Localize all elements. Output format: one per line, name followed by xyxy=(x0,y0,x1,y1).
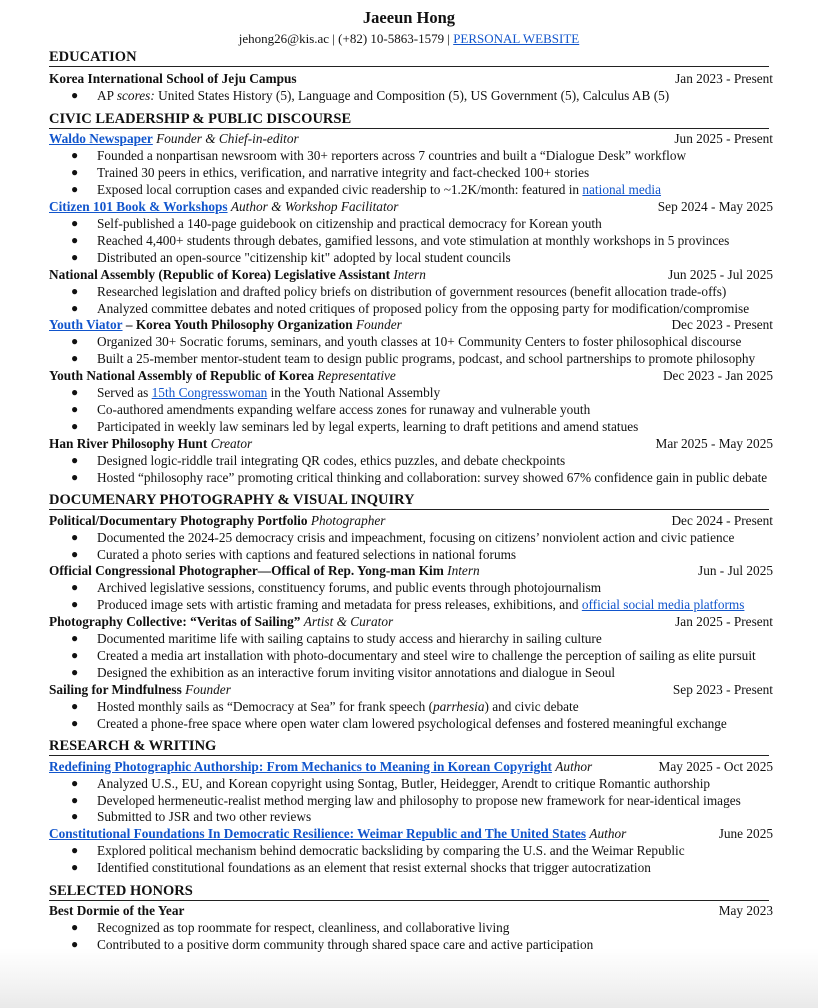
role: Founder xyxy=(356,317,402,332)
bullet-item: ● Curated a photo series with captions and featured selections in national forums xyxy=(71,547,517,562)
photographic-authorship-paper-link[interactable]: Redefining Photographic Authorship: From Mechanics to Meaning in Korean Copyright xyxy=(49,759,552,774)
contact-info: jehong26@kis.ac | (+82) 10-5863-1579 | xyxy=(238,31,450,46)
bullet-item: ● Identified constitutional foundations as an element that resist external shocks that trigger autocratization xyxy=(71,860,651,875)
national-media-link[interactable]: national media xyxy=(582,182,662,197)
bullet-item: ● Researched legislation and drafted policy briefs on distribution of government resources (benefit allocation trade-offs) xyxy=(71,284,727,299)
entry-date: May 2023 xyxy=(718,903,773,918)
role: Creator xyxy=(210,436,253,451)
bullet-item: ● Served as 15th Congresswoman in the Youth National Assembly xyxy=(71,385,441,400)
bullet-item: ● Produced image sets with artistic framing and metadata for press releases, exhibitions, and official social media platforms xyxy=(71,597,745,612)
role: Representative xyxy=(317,368,396,383)
role: Founder xyxy=(185,682,231,697)
bullet-item: ● Archived legislative sessions, constituency forums, and public events through photojournalism xyxy=(71,580,602,595)
entry-date: Mar 2025 - May 2025 xyxy=(655,436,773,451)
citizen-101-link[interactable]: Citizen 101 Book & Workshops xyxy=(49,199,228,214)
entry-date: Jun 2025 - Jul 2025 xyxy=(668,267,773,282)
bullet-item: ● Founded a nonpartisan newsroom with 30+ reporters across 7 countries and built a “Dialogue Desk” workflow xyxy=(71,148,687,163)
org-name: Best Dormie of the Year xyxy=(49,903,185,918)
role: Photographer xyxy=(310,513,386,528)
bullet-item: ● Reached 4,400+ students through debates, gamified lessons, and vote stimulation at monthly workshops in 5 provinces xyxy=(71,233,730,248)
entry-date: Dec 2024 - Present xyxy=(671,513,773,528)
role: Author & Workshop Facilitator xyxy=(230,199,399,214)
entry-date: Dec 2023 - Present xyxy=(671,317,773,332)
entry-header xyxy=(49,130,773,147)
org-name: Youth National Assembly of Republic of Korea xyxy=(49,368,314,383)
section-heading-honors: SELECTED HONORS xyxy=(49,882,769,901)
role: Intern xyxy=(447,563,480,578)
bullet-item: ● Trained 30 peers in ethics, verification, and narrative integrity and fact-checked 100+ stories xyxy=(71,165,590,180)
bullet-item: ● Documented maritime life with sailing captains to study access and hierarchy in sailing culture xyxy=(71,631,602,646)
bullet-item: ● Co-authored amendments expanding welfare access zones for runaway and vulnerable youth xyxy=(71,402,591,417)
bullet-item: ● Hosted “philosophy race” promoting critical thinking and collaboration: survey showed 67% confidence gain in public debate xyxy=(71,470,768,485)
contact-line xyxy=(49,30,769,47)
congresswoman-link[interactable]: 15th Congresswoman xyxy=(151,385,268,400)
bullet-item: ● Documented the 2024-25 democracy crisis and impeachment, focusing on citizens’ nonviolent action and civic patience xyxy=(71,530,735,545)
role: Author xyxy=(555,759,593,774)
entry-date: Sep 2024 - May 2025 xyxy=(657,199,773,214)
youth-viator-link[interactable]: Youth Viator xyxy=(49,317,123,332)
bullet-item: ● Analyzed U.S., EU, and Korean copyright using Sontag, Butler, Heidegger, Arendt to critique Romantic authorship xyxy=(71,776,711,791)
org-name: Sailing for Mindfulness xyxy=(49,682,182,697)
org-name: Photography Collective: “Veritas of Sailing” xyxy=(49,614,301,629)
entry-header xyxy=(49,613,773,630)
org-name: Han River Philosophy Hunt xyxy=(49,436,208,451)
bullet-item: ● Exposed local corruption cases and expanded civic readership to ~1.2K/month: featured in national media xyxy=(71,182,662,197)
entry-header xyxy=(49,681,773,698)
bullet-item: ● Created a media art installation with photo-documentary and steel wire to challenge the perception of sailing as elite pursuit xyxy=(71,648,756,663)
entry-header xyxy=(49,316,773,333)
bullet-item: ● AP scores: United States History (5), Language and Composition (5), US Government (5), Calculus AB (5) xyxy=(71,88,670,103)
entry-header xyxy=(49,902,773,919)
entry-date: Jan 2023 - Present xyxy=(675,71,773,86)
bullet-item: ● Developed hermeneutic-realist method merging law and philosophy to propose new framework for near-identical images xyxy=(71,793,741,808)
entry-header xyxy=(49,562,773,579)
org-name: – Korea Youth Philosophy Organization xyxy=(125,317,353,332)
section-heading-photography: DOCUMENARY PHOTOGRAPHY & VISUAL INQUIRY xyxy=(49,491,769,510)
bullet-item: ● Created a phone-free space where open water clam lowered psychological defenses and fostered meaningful exchange xyxy=(71,716,727,731)
org-name: National Assembly (Republic of Korea) Legislative Assistant xyxy=(49,267,391,282)
bullet-item: ● Hosted monthly sails as “Democracy at Sea” for frank speech (parrhesia) and civic debate xyxy=(71,699,579,714)
entry-header xyxy=(49,435,773,452)
bullet-item: ● Self-published a 140-page guidebook on citizenship and practical democracy for Korean youth xyxy=(71,216,602,231)
waldo-newspaper-link[interactable]: Waldo Newspaper xyxy=(49,131,153,146)
entry-date: May 2025 - Oct 2025 xyxy=(658,759,773,774)
entry-header xyxy=(49,198,773,215)
entry-header xyxy=(49,70,773,87)
social-media-link[interactable]: official social media platforms xyxy=(581,597,745,612)
bullet-item: ● Submitted to JSR and two other reviews xyxy=(71,809,312,824)
bullet-item: ● Organized 30+ Socratic forums, seminars, and youth classes at 10+ Community Centers to foster philosophical discourse xyxy=(71,334,742,349)
role: Artist & Curator xyxy=(303,614,394,629)
entry-date: Dec 2023 - Jan 2025 xyxy=(662,368,773,383)
section-heading-research: RESEARCH & WRITING xyxy=(49,737,769,756)
bullet-item: ● Explored political mechanism behind democratic backsliding by comparing the U.S. and the Weimar Republic xyxy=(71,843,685,858)
entry-date: Jun - Jul 2025 xyxy=(698,563,773,578)
entry-date: Jan 2025 - Present xyxy=(675,614,773,629)
entry-header xyxy=(49,512,773,529)
section-heading-civic: CIVIC LEADERSHIP & PUBLIC DISCOURSE xyxy=(49,110,769,129)
entry-date: Jun 2025 - Present xyxy=(674,131,773,146)
personal-website-link[interactable]: PERSONAL WEBSITE xyxy=(453,31,580,46)
role: Intern xyxy=(393,267,426,282)
entry-date: Sep 2023 - Present xyxy=(672,682,773,697)
org-name: Korea International School of Jeju Campus xyxy=(49,71,297,86)
bullet-item: ● Designed the exhibition as an interactive forum inviting visitor annotations and dialogue in Seoul xyxy=(71,665,616,680)
bullet-item: ● Analyzed committee debates and noted critiques of proposed policy from the opposing party for modification/compromise xyxy=(71,301,750,316)
entry-header xyxy=(49,367,773,384)
role: Author xyxy=(589,826,627,841)
bullet-item: ● Built a 25-member mentor-student team to design public programs, podcast, and school partnerships to promote philosophy xyxy=(71,351,756,366)
entry-date: June 2025 xyxy=(718,826,773,841)
constitutional-paper-link[interactable]: Constitutional Foundations In Democratic Resilience: Weimar Republic and The United States xyxy=(49,826,587,841)
bullet-item: ● Participated in weekly law seminars led by legal experts, learning to draft petitions and amend statues xyxy=(71,419,639,434)
bullet-item: ● Distributed an open-source "citizenship kit" adopted by local student councils xyxy=(71,250,511,265)
bullet-item: ● Recognized as top roommate for respect, cleanliness, and collaborative living xyxy=(71,920,510,935)
org-name: Political/Documentary Photography Portfolio xyxy=(49,513,308,528)
candidate-name: Jaeeun Hong xyxy=(362,8,456,27)
bullet-item: ● Designed logic-riddle trail integrating QR codes, ethics puzzles, and debate checkpoints xyxy=(71,453,566,468)
entry-header xyxy=(49,266,773,283)
org-name: Official Congressional Photographer—Offical of Rep. Yong-man Kim xyxy=(49,563,444,578)
entry-header xyxy=(49,758,773,775)
role: Founder & Chief-in-editor xyxy=(156,131,299,146)
section-heading-education: EDUCATION xyxy=(49,48,769,67)
entry-header xyxy=(49,825,773,842)
bullet-item: ● Contributed to a positive dorm community through shared space care and active participation xyxy=(71,937,594,952)
